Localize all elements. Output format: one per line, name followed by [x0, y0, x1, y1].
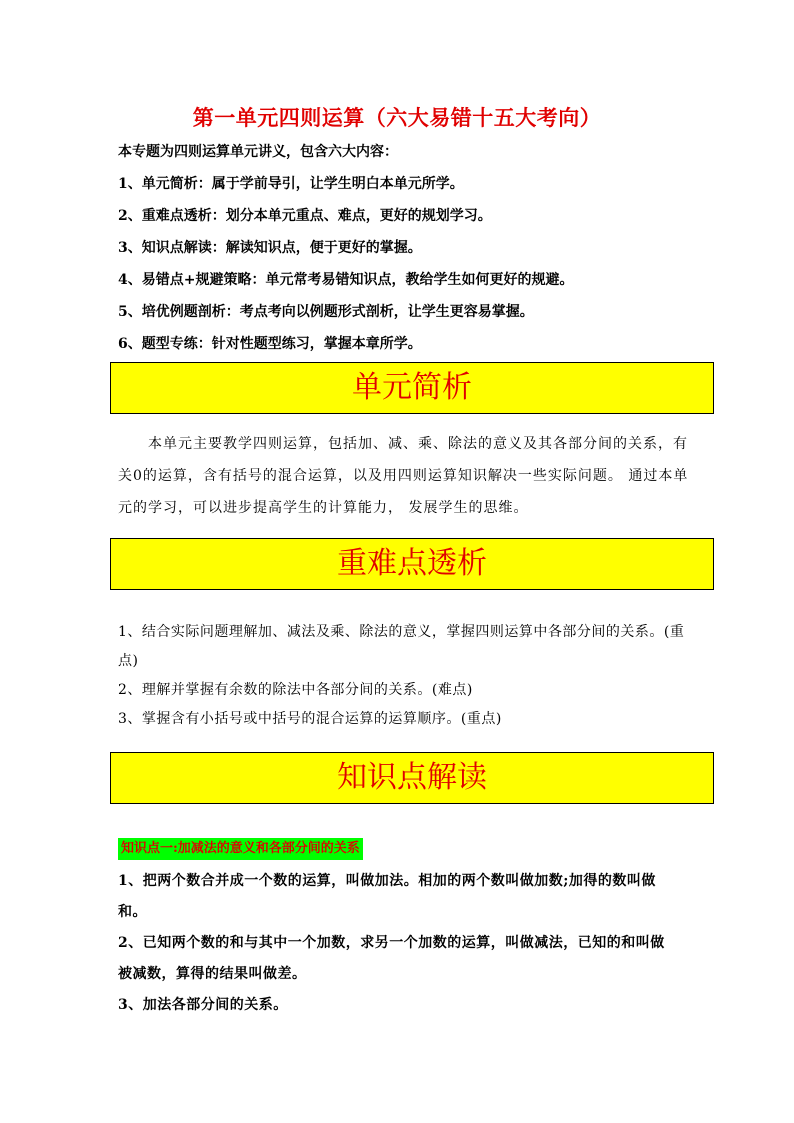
intro-line: 6、题型专练：针对性题型练习，掌握本章所学。	[118, 336, 422, 352]
knowledge-item: 1、把两个数合并成一个数的运算，叫做加法。相加的两个数叫做加数;加得的数叫做和。	[118, 873, 656, 920]
key-point-item: 3、掌握含有小括号或中括号的混合运算的运算顺序。(重点)	[118, 711, 502, 727]
knowledge-item: 2、已知两个数的和与其中一个加数，求另一个加数的运算，叫做减法，已知的和叫做被减数，算得的结果叫做差。	[118, 935, 665, 982]
section-banner-knowledge	[110, 752, 714, 804]
section-heading: 重难点透析	[337, 546, 487, 581]
key-point-item: 2、理解并掌握有余数的除法中各部分间的关系。(难点)	[118, 682, 473, 698]
intro-line: 1、单元简析：属于学前导引，让学生明白本单元所学。	[118, 176, 464, 192]
knowledge-item: 3、加法各部分间的关系。	[118, 997, 288, 1013]
intro-line: 4、易错点+规避策略：单元常考易错知识点，教给学生如何更好的规避。	[118, 272, 574, 288]
intro-line: 5、培优例题剖析：考点考向以例题形式剖析，让学生更容易掌握。	[118, 304, 534, 320]
knowledge-list	[118, 866, 678, 1021]
section-heading: 单元简析	[352, 370, 472, 405]
key-point-item: 1、结合实际问题理解加、减法及乘、除法的意义，掌握四则运算中各部分间的关系。(重点)	[118, 624, 685, 669]
intro-line: 3、知识点解读：解读知识点，便于更好的掌握。	[118, 240, 422, 256]
section-banner-unit-analysis	[110, 362, 714, 414]
intro-line: 2、重难点透析：划分本单元重点、难点，更好的规划学习。	[118, 208, 492, 224]
knowledge-point-tag: 知识点一:加减法的意义和各部分间的关系	[118, 838, 363, 860]
document-title: 第一单元四则运算（六大易错十五大考向）	[192, 105, 602, 130]
section-heading: 知识点解读	[337, 760, 487, 795]
section-banner-key-points	[110, 538, 714, 590]
intro-line: 本专题为四则运算单元讲义，包含六大内容：	[118, 144, 398, 160]
intro-list	[118, 142, 718, 366]
unit-analysis-paragraph: 本单元主要教学四则运算，包括加、减、乘、除法的意义及其各部分间的关系，有关0的运算，含有括号的混合运算，以及用四则运算知识解决一些实际问题。 通过本单元的学习，可以进步提高学生的计算能力， 发展学生的思维。	[118, 436, 689, 516]
key-points-list	[118, 618, 698, 734]
